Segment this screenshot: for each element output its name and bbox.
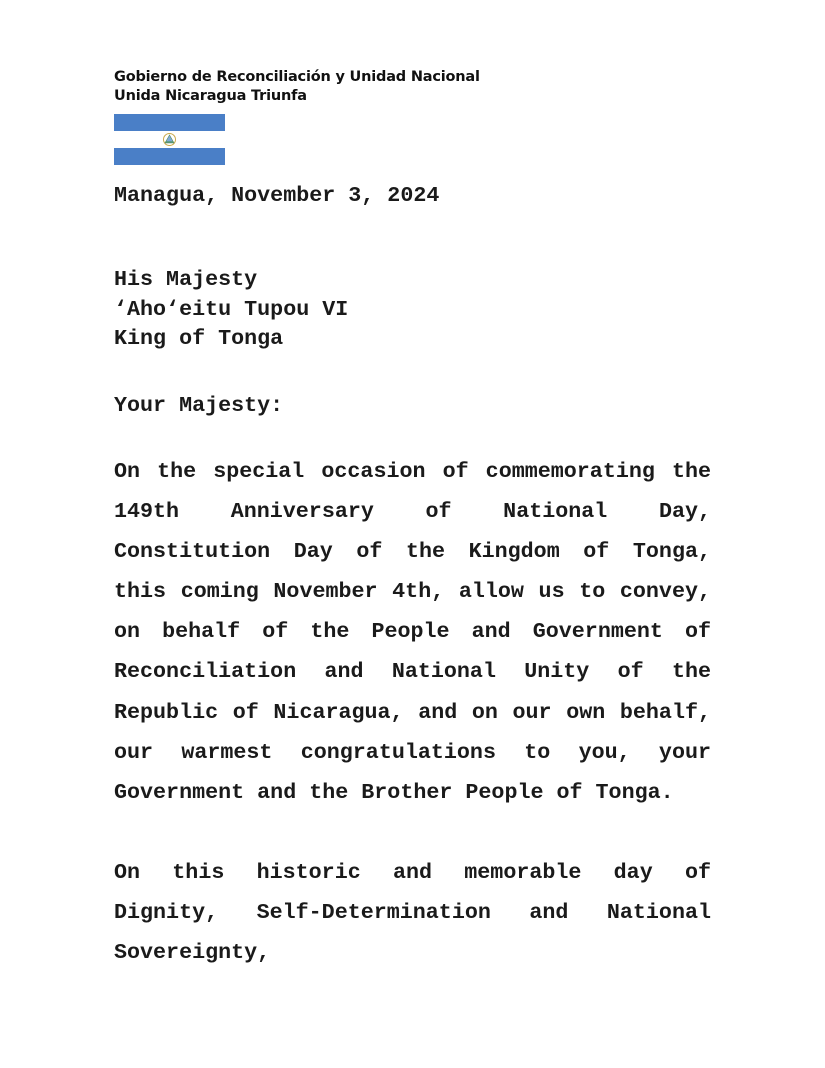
letterhead-slogan: Unida Nicaragua Triunfa xyxy=(114,88,307,104)
body-paragraph-1: On the special occasion of commemorating the 149th Anniversary of National Day, Constitution Day of the Kingdom of Tonga, this coming November 4th, allow us to convey, on behalf of the People and Government of Reconciliation and National Unity of the Republic of Nicaragua, and on our own behalf, our warmest congratulations to you, your Government and the Brother People of Tonga. xyxy=(114,459,711,805)
recipient-address xyxy=(114,265,348,354)
recipient-position: King of Tonga xyxy=(114,326,284,351)
letterhead-government-name: Gobierno de Reconciliación y Unidad Nacional xyxy=(114,69,480,85)
recipient-title: His Majesty xyxy=(114,267,258,292)
body-paragraph-2: On this historic and memorable day of Dignity, Self-Determination and National Sovereignty, xyxy=(114,860,711,966)
letter-date: Managua, November 3, 2024 xyxy=(114,183,440,208)
salutation: Your Majesty: xyxy=(114,393,284,418)
recipient-name: ‘Aho‘eitu Tupou VI xyxy=(114,296,349,322)
nicaragua-flag-icon xyxy=(114,114,225,165)
letterhead xyxy=(114,68,480,106)
